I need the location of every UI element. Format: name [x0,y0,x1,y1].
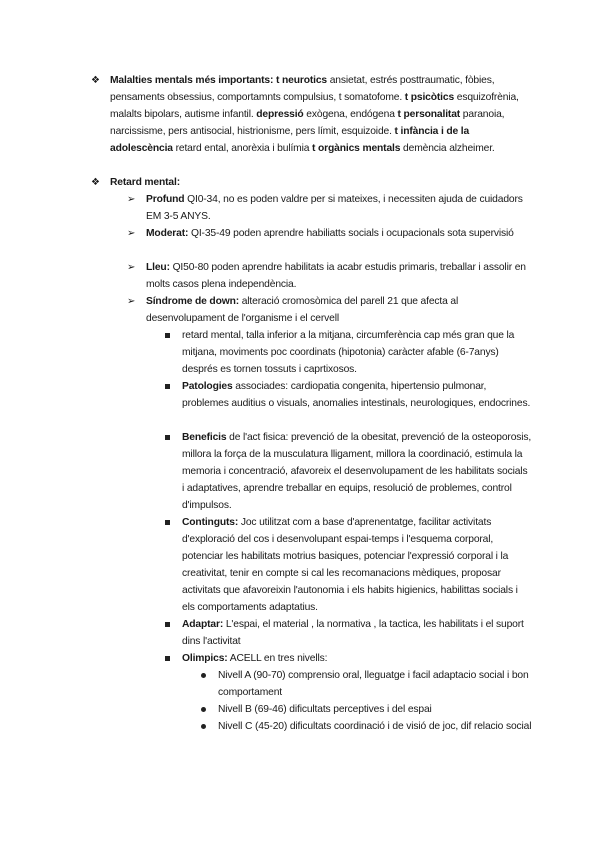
adaptar-label: Adaptar: [182,619,224,630]
square-bullet-icon [165,384,170,389]
arrow-bullet-icon: ➢ [127,228,136,239]
patologies-item [182,378,532,412]
beneficis-item [182,429,532,514]
square-bullet-icon [165,622,170,627]
t-infancia-text: retard ental, anorèxia i bulímia [172,143,310,154]
down-item-description: retard mental, talla inferior a la mitjana, circumferència cap més gran que la mitjana, moviments poc coordinats (hipotonia) caràcter afable (6-7anys) després es tornen tossuts i caprtixosos. [182,330,515,375]
olimpics-text: ACELL en tres nivells: [227,653,328,664]
t-neurotics-label: t neurotics [276,75,328,86]
malalties-label: Malalties mentals més importants: [110,75,274,86]
t-organics-text: demència alzheimer. [400,143,495,154]
round-bullet-icon [201,673,206,678]
malalties-paragraph [110,72,530,157]
profund-text: QI0-34, no es poden valdre per si mateixes, i necessiten ajuda de cuidadors EM 3-5 ANYS. [146,194,523,222]
patologies-label: Patologies [182,381,233,392]
adaptar-item [182,616,532,650]
square-bullet-icon [165,520,170,525]
retard-heading: Retard mental: [110,177,180,188]
t-personalitat-label: t personalitat [397,109,461,120]
round-bullet-icon [201,724,206,729]
t-psicotics-text: esquizofrènia, malalts bipolars, autisme infantil. [110,92,519,120]
adaptar-text: L'espai, el material , la normativa , la tactica, les habilitats i el suport dins l'activitat [182,619,524,647]
nivell-item: Nivell C (45-20) dificultats coordinació i de visió de joc, dif relacio social [218,721,532,732]
moderat-text: QI-35-49 poden aprendre habiliatts socials i ocupacionals sota supervisió [188,228,514,239]
nivell-item: Nivell B (69-46) dificultats perceptives i del espai [218,704,432,715]
diamond-bullet-icon: ❖ [91,177,100,188]
lleu-item [146,259,530,293]
lleu-text: QI50-80 poden aprendre habilitats ia acabr estudis primaris, treballar i assolir en molts casos plena independència. [146,262,526,290]
patologies-text: associades: cardiopatia congenita, hipertensio pulmonar, problemes auditius o visuals, anomalies intestinals, neurologiques, endocrines. [182,381,531,409]
t-psicotics-label: t psicòtics [404,92,455,103]
sindrome-label: Síndrome de down: [146,296,239,307]
nivell-item: Nivell A (90-70) comprensio oral, lleguatge i facil adaptacio social i bon comportament [218,670,529,698]
t-personalitat-text: paranoia, narcissisme, pers antisocial, histrionisme, pers límit, esquizoide. [110,109,505,137]
olimpics-label: Olimpics: [182,653,228,664]
diamond-bullet-icon: ❖ [91,75,100,86]
moderat-item [146,225,530,242]
sindrome-item [146,293,530,327]
olimpics-item [182,650,532,667]
continguts-item [182,514,532,616]
profund-label: Profund [146,194,185,205]
continguts-text: Joc utilitzat com a base d'aprenentatge, facilitar activitats d'exploració del cos i desenvolupant espai-temps i l'esquema corporal, potenciar les habilitats motrius basiques, potenciar l'expressió corporal i la creativitat, tenir en compte si cal les recomanacions mèdiques, proposar activitats que afavoreixin l'autonomia i els habits higienics, habilittas socials i els comportaments adaptatius. [182,517,518,613]
depressio-text: exògena, endógena [303,109,395,120]
profund-item [146,191,530,225]
square-bullet-icon [165,656,170,661]
sindrome-text: alteració cromosòmica del parell 21 que afecta al desenvolupament de l'organisme i el cervell [146,296,459,324]
arrow-bullet-icon: ➢ [127,296,136,307]
arrow-bullet-icon: ➢ [127,262,136,273]
arrow-bullet-icon: ➢ [127,194,136,205]
round-bullet-icon [201,707,206,712]
moderat-label: Moderat: [146,228,189,239]
t-organics-label: t orgànics mentals [312,143,401,154]
lleu-label: Lleu: [146,262,170,273]
square-bullet-icon [165,435,170,440]
square-bullet-icon [165,333,170,338]
t-infancia-label: t infància i de la adolescència [110,126,470,154]
depressio-label: depressió [256,109,304,120]
beneficis-label: Beneficis [182,432,227,443]
continguts-label: Continguts: [182,517,239,528]
t-neurotics-text: ansietat, estrés posttraumatic, fòbies, pensaments obsessius, comportamnts compulsius, t somatofome. [110,75,495,103]
beneficis-text: de l'act fisica: prevenció de la obesitat, prevenció de la osteoporosis, millora la força de la musculatura lligament, millora la coordinació, estimula la memoria i concentració, afavoreix el desenvolupament de les habilitats socials i adaptatives, aprendre treballar en equips, resolució de problemes, control d'impulsos. [182,432,532,511]
